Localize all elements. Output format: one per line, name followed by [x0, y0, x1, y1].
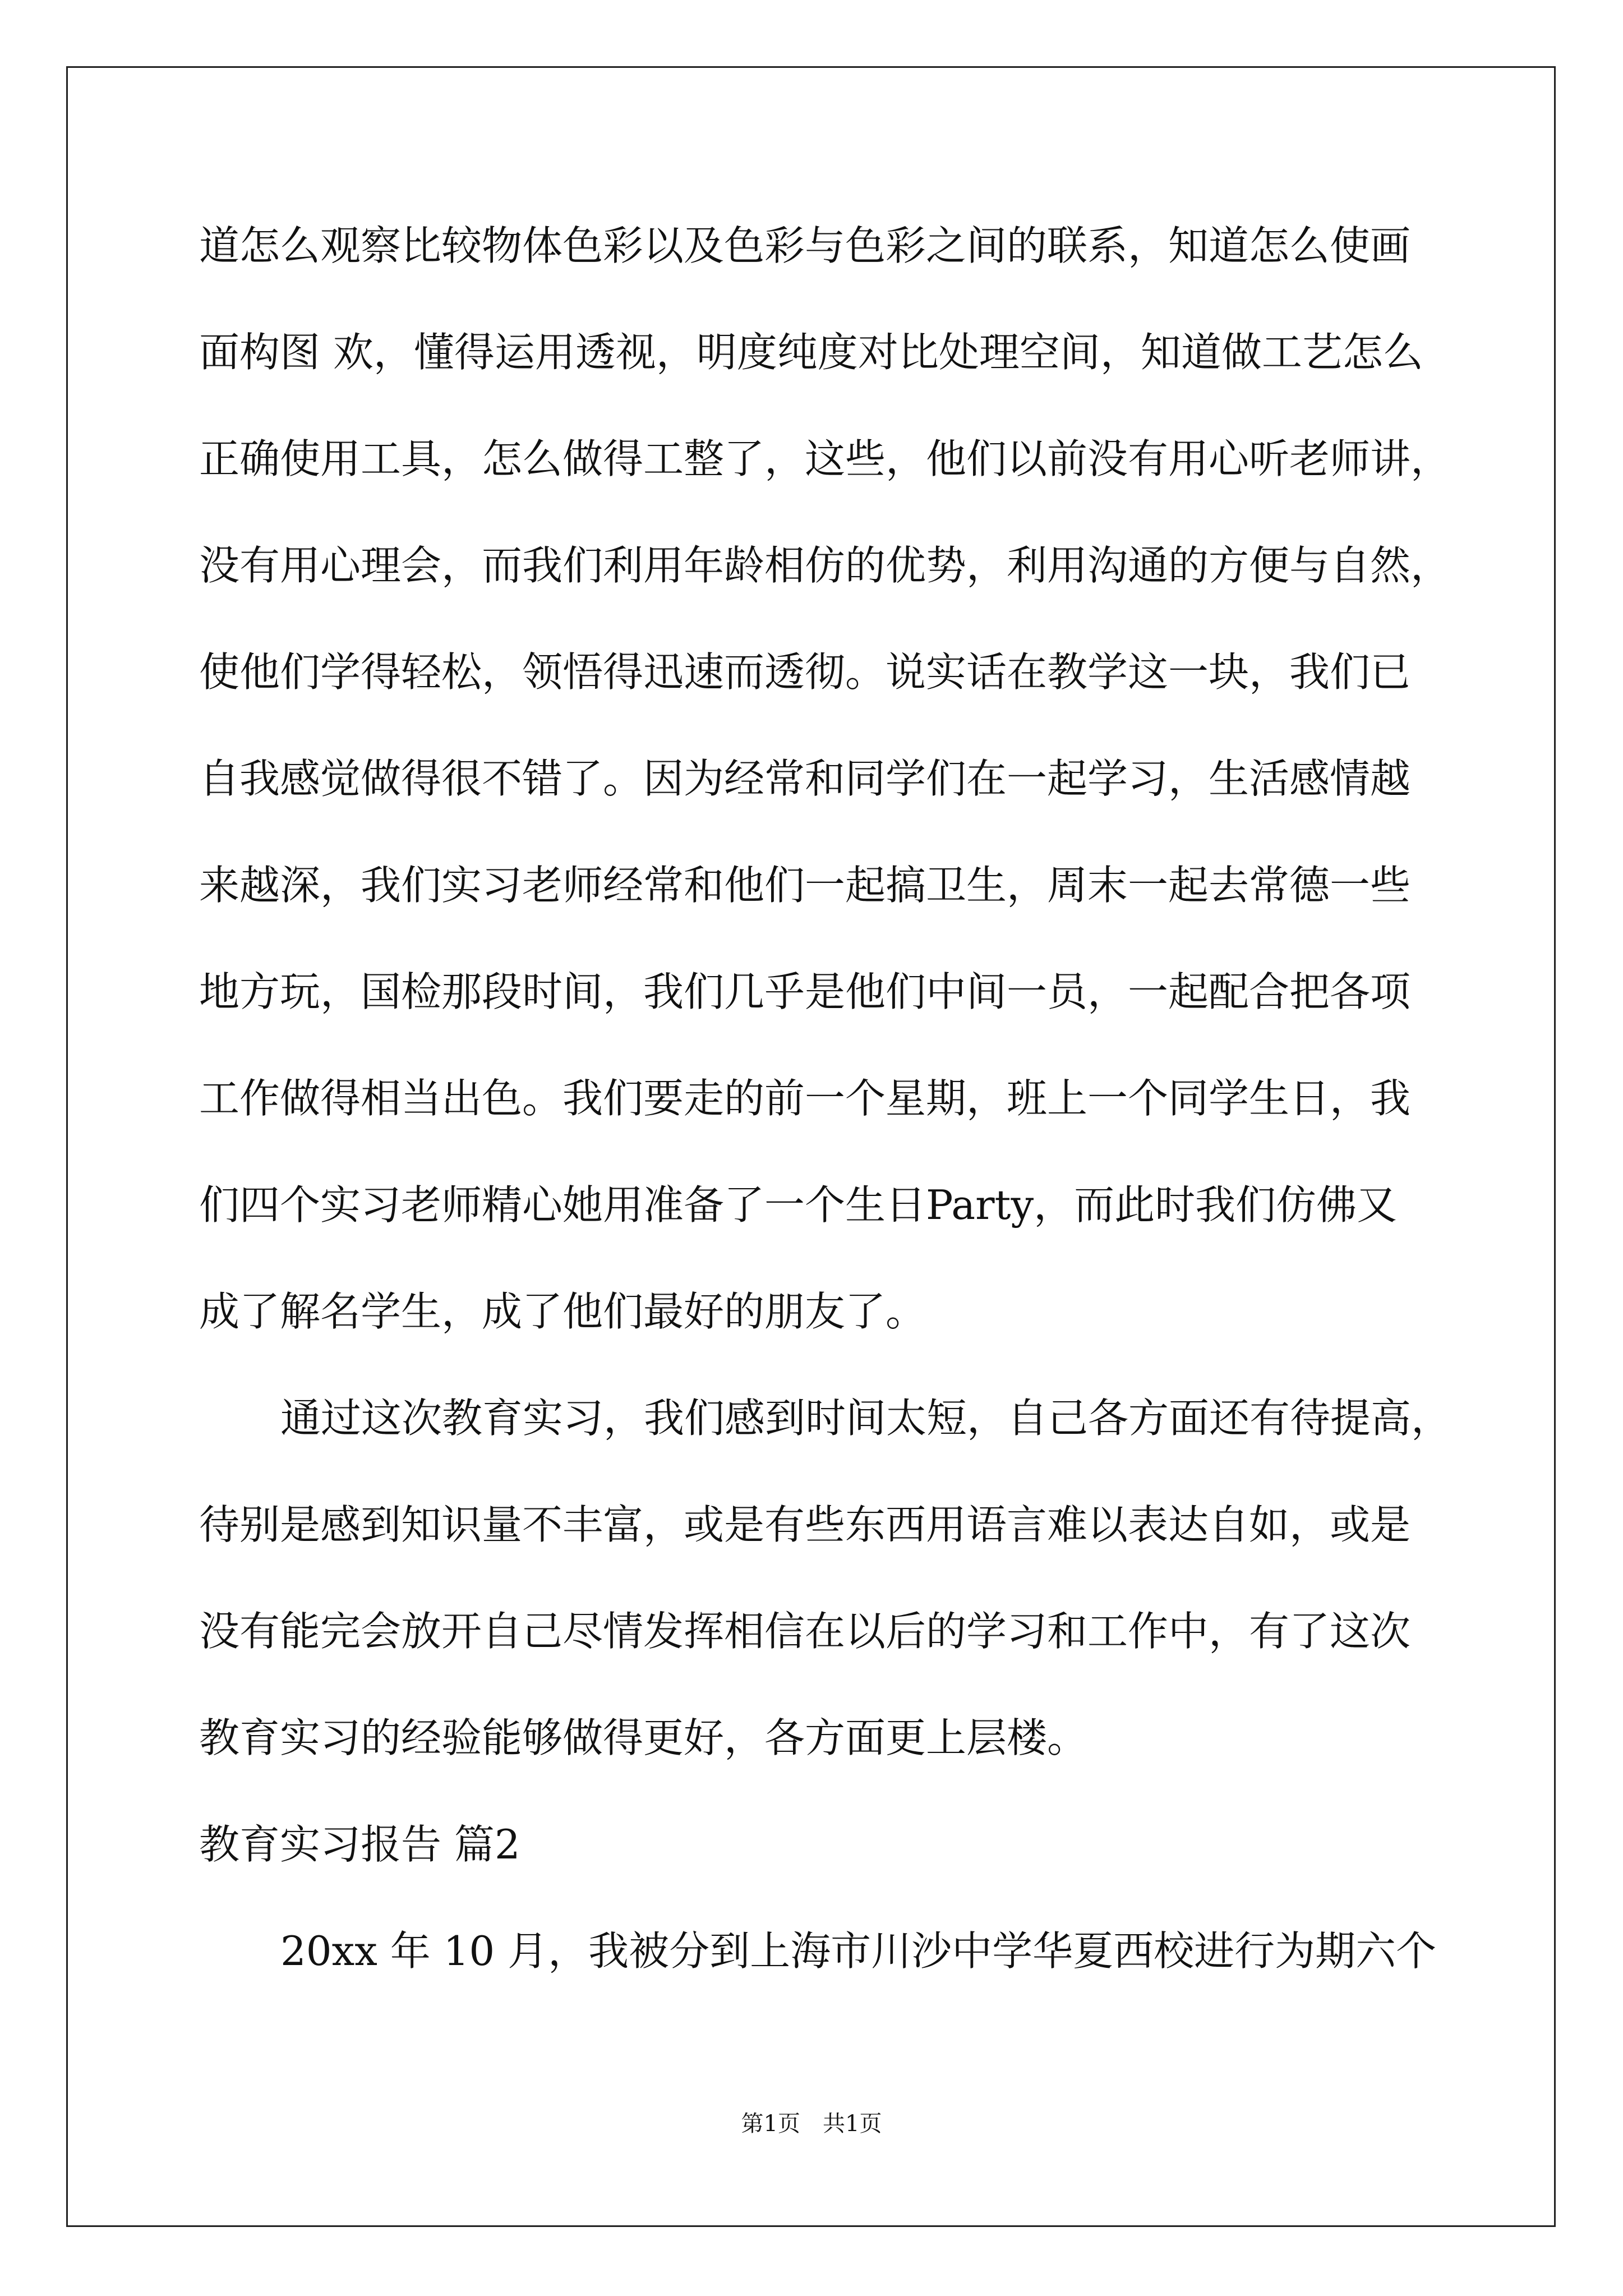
text-line: 教育实习的经验能够做得更好，各方面更上层楼。: [199, 1714, 1088, 1761]
text-line: 来越深，我们实习老师经常和他们一起搞卫生，周末一起去常德一些: [199, 862, 1411, 909]
page-border: [66, 66, 1556, 2227]
text-line: 自我感觉做得很不错了。因为经常和同学们在一起学习，生活感情越: [199, 755, 1411, 802]
text-line: 地方玩，国检那段时间，我们几乎是他们中间一员，一起配合把各项: [199, 968, 1411, 1015]
text-line: 使他们学得轻松，领悟得迅速而透彻。说实话在教学这一块，我们已: [199, 648, 1411, 696]
text-line: 正确使用工具，怎么做得工整了，这些，他们以前没有用心听老师讲，: [199, 435, 1451, 482]
text-line: 面构图 欢，懂得运用透视，明度纯度对比处理空间，知道做工艺怎么: [199, 329, 1423, 376]
text-line: 没有能完会放开自己尽情发挥相信在以后的学习和工作中，有了这次: [199, 1608, 1411, 1655]
paragraph-first-line: 20xx 年 10 月，我被分到上海市川沙中学华夏西校进行为期六个: [280, 1927, 1437, 1975]
text-line: 成了解名学生，成了他们最好的朋友了。: [199, 1288, 926, 1335]
page-footer: 第1页 共1页: [741, 2111, 882, 2137]
text-line: 们四个实习老师精心她用准备了一个生日Party，而此时我们仿佛又: [199, 1181, 1398, 1228]
paragraph-first-line: 通过这次教育实习，我们感到时间太短，自己各方面还有待提高，: [280, 1395, 1452, 1442]
text-line: 没有用心理会，而我们利用年龄相仿的优势，利用沟通的方便与自然，: [199, 542, 1451, 589]
section-heading: 教育实习报告 篇2: [199, 1821, 520, 1868]
text-line: 道怎么观察比较物体色彩以及色彩与色彩之间的联系，知道怎么使画: [199, 222, 1411, 269]
text-line: 待别是感到知识量不丰富，或是有些东西用语言难以表达自如，或是: [199, 1501, 1411, 1548]
text-line: 工作做得相当出色。我们要走的前一个星期，班上一个同学生日，我: [199, 1075, 1411, 1122]
